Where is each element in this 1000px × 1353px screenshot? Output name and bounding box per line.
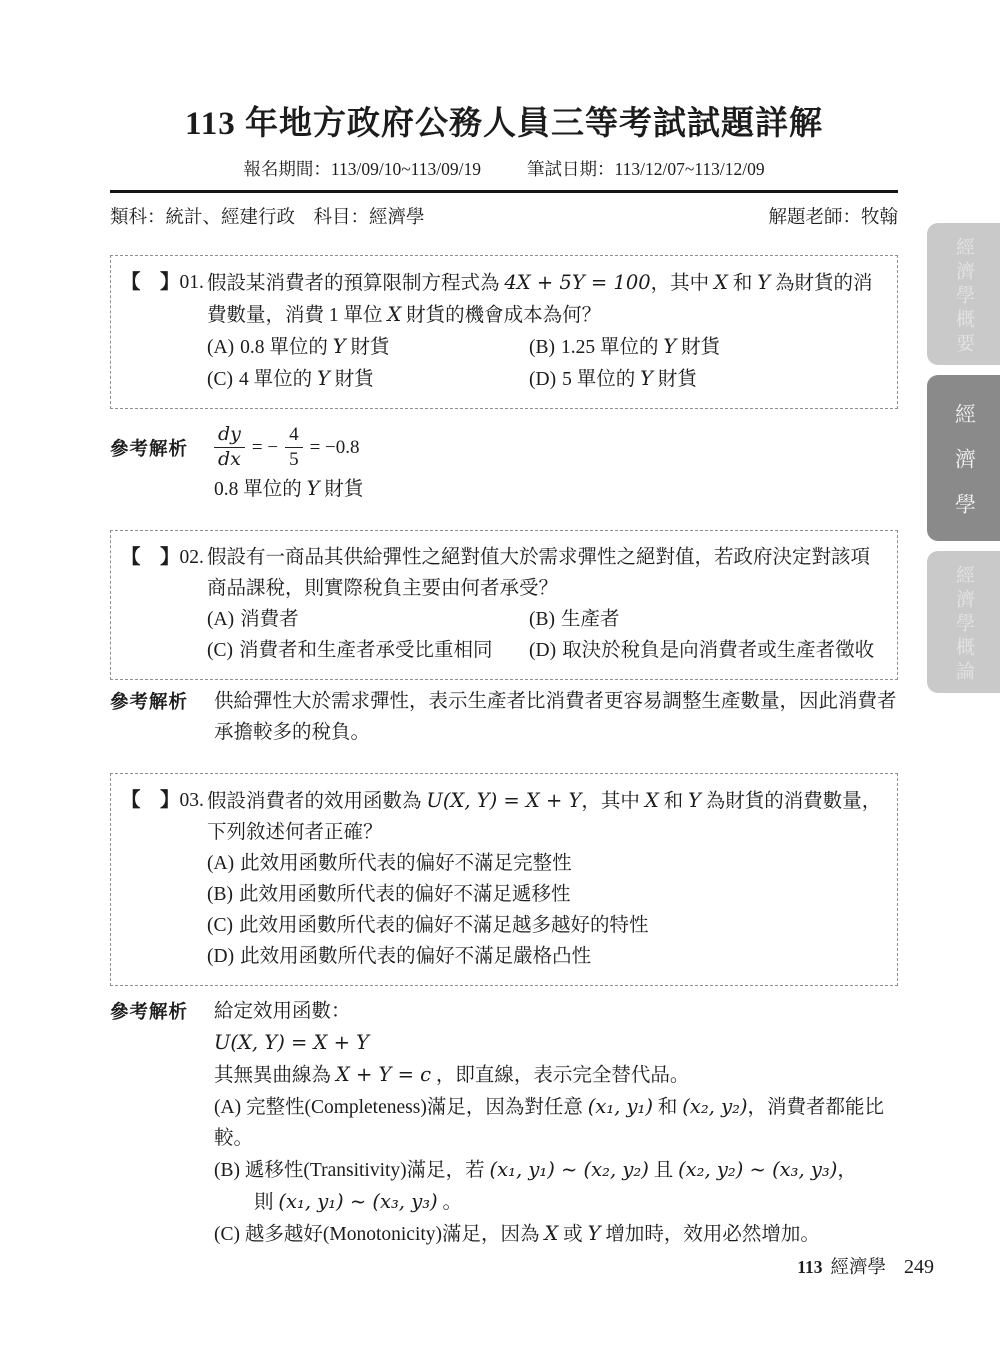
footer-year: 113 xyxy=(797,1257,823,1277)
question-2-options xyxy=(207,604,883,666)
question-3-options xyxy=(207,848,883,972)
option-c xyxy=(207,910,883,941)
question-3-stem: 假設消費者的效用函數為 U(X, Y) = X + Y，其中 X 和 Y 為財貨的消費數量，下列敘述何者正確？ xyxy=(207,789,882,843)
registration-period: 報名期間：113/09/10~113/09/19 xyxy=(243,159,481,179)
option-text: 此效用函數所代表的偏好不滿足遞移性 xyxy=(239,884,571,905)
sidebar-tabs xyxy=(927,223,1000,703)
solution-3-point-a: (A) 完整性(Completeness)滿足，因為對任意 (x₁, y₁) 和 (x₂, y₂)，消費者都能比較。 xyxy=(214,1095,885,1149)
solution-block-3 xyxy=(110,996,898,1250)
footer-subject: 經濟學 xyxy=(830,1258,886,1278)
utility-function-equation: U(X, Y) = X + Y xyxy=(214,1031,370,1054)
option-text: 1.25 單位的 Y 財貨 xyxy=(561,335,721,358)
meta-row xyxy=(110,206,898,230)
question-number: 01. xyxy=(179,272,204,293)
title-divider xyxy=(110,190,898,193)
solution-3-point-b: (B) 遞移性(Transitivity)滿足，若 (x₁, y₁) ~ (x₂, y₂) 且 (x₂, y₂) ~ (x₃, y₃)， xyxy=(214,1158,857,1181)
page-footer xyxy=(797,1253,934,1279)
option-label: (A) xyxy=(207,609,235,630)
footer-page-number: 249 xyxy=(904,1256,934,1278)
meta-teacher: 解題老師：牧翰 xyxy=(768,208,898,228)
fraction-4-5: $\frac{4}{5}$ xyxy=(285,424,303,470)
question-number: 03. xyxy=(179,790,204,811)
option-label: (D) xyxy=(529,640,557,661)
question-2-stem: 假設有一商品其供給彈性之絕對值大於需求彈性之絕對值，若政府決定對該項商品課稅，則實際稅負主要由何者承受？ xyxy=(207,547,871,599)
solution-3-line: 給定效用函數： xyxy=(214,1001,351,1022)
solution-1-body xyxy=(214,421,898,505)
solution-label: 參考解析 xyxy=(110,691,189,712)
equals-result: = −0.8 xyxy=(309,436,360,458)
option-text: 5 單位的 Y 財貨 xyxy=(562,367,697,390)
option-label: (A) xyxy=(207,853,235,874)
option-text: 此效用函數所代表的偏好不滿足越多越好的特性 xyxy=(239,915,649,936)
question-box-3 xyxy=(110,773,898,986)
option-text: 0.8 單位的 Y 財貨 xyxy=(240,335,390,358)
option-c xyxy=(207,363,529,395)
content-column xyxy=(110,0,898,1250)
option-label: (D) xyxy=(207,946,235,967)
equals-minus: = − xyxy=(251,436,279,458)
solution-3-body xyxy=(214,996,898,1250)
tab-economics-intro: 經濟學概論 xyxy=(927,551,1000,693)
answer-bracket: 【 】 xyxy=(121,547,180,568)
option-text: 取決於稅負是向消費者或生產者徵收 xyxy=(562,640,875,661)
option-label: (C) xyxy=(207,369,233,390)
option-label: (B) xyxy=(529,337,555,358)
option-a xyxy=(207,848,883,879)
solution-block-1 xyxy=(110,421,898,505)
option-b xyxy=(529,331,883,363)
exam-date: 筆試日期：113/12/07~113/12/09 xyxy=(527,159,765,179)
answer-bracket: 【 】 xyxy=(121,272,180,293)
solution-3-line: 其無異曲線為 X + Y = c ，即直線，表示完全替代品。 xyxy=(214,1063,690,1086)
option-label: (B) xyxy=(529,609,555,630)
option-text: 此效用函數所代表的偏好不滿足完整性 xyxy=(240,853,572,874)
question-3-head xyxy=(121,785,207,848)
meta-category-subject: 類科：統計、經建行政 科目：經濟學 xyxy=(110,208,425,228)
derivative-equation xyxy=(214,421,898,473)
option-text: 生產者 xyxy=(561,609,620,630)
solution-1-answer: 0.8 單位的 Y 財貨 xyxy=(214,477,364,500)
option-text: 4 單位的 Y 財貨 xyxy=(239,367,374,390)
solution-3-point-c: (C) 越多越好(Monotonicity)滿足，因為 X 或 Y 增加時，效用必然增加。 xyxy=(214,1222,820,1245)
question-1-stem: 假設某消費者的預算限制方程式為 4X + 5Y = 100，其中 X 和 Y 為財貨的消費數量，消費 1 單位 X 財貨的機會成本為何？ xyxy=(207,271,873,326)
question-box-2 xyxy=(110,530,898,680)
option-text: 此效用函數所代表的偏好不滿足嚴格凸性 xyxy=(240,946,592,967)
question-box-1 xyxy=(110,255,898,409)
solution-label: 參考解析 xyxy=(110,1001,189,1022)
option-a xyxy=(207,331,529,363)
option-a xyxy=(207,604,529,635)
option-text: 消費者 xyxy=(240,609,299,630)
page-title: 113 年地方政府公務人員三等考試試題詳解 xyxy=(185,106,823,142)
question-1-row xyxy=(121,267,883,331)
option-b xyxy=(207,879,883,910)
option-c xyxy=(207,635,529,666)
option-d xyxy=(207,941,883,972)
option-label: (C) xyxy=(207,915,233,936)
tab-economics: 經濟學 xyxy=(927,375,1000,541)
question-1-options xyxy=(207,331,883,395)
option-d xyxy=(529,635,883,666)
option-d xyxy=(529,363,883,395)
option-text: 消費者和生產者承受比重相同 xyxy=(239,640,493,661)
option-b xyxy=(529,604,883,635)
question-1-head xyxy=(121,267,207,331)
subtitle xyxy=(110,158,898,180)
question-3-row xyxy=(121,785,883,848)
option-label: (A) xyxy=(207,337,235,358)
question-2-row xyxy=(121,542,883,604)
option-label: (C) xyxy=(207,640,233,661)
option-label: (D) xyxy=(529,369,557,390)
question-number: 02. xyxy=(179,547,204,568)
question-2-head xyxy=(121,542,207,604)
solution-3-point-b-cont: 則 (x₁, y₁) ~ (x₃, y₃) 。 xyxy=(254,1190,463,1213)
solution-2-body: 供給彈性大於需求彈性，表示生產者比消費者更容易調整生產數量，因此消費者承擔較多的稅負。 xyxy=(214,691,897,743)
solution-label: 參考解析 xyxy=(110,438,189,459)
option-label: (B) xyxy=(207,884,233,905)
fraction-dy-dx: $\frac{dy}{dx}$ xyxy=(214,424,245,470)
tab-economics-summary: 經濟學概要 xyxy=(927,223,1000,365)
answer-bracket: 【 】 xyxy=(121,790,180,811)
solution-block-2 xyxy=(110,686,898,748)
